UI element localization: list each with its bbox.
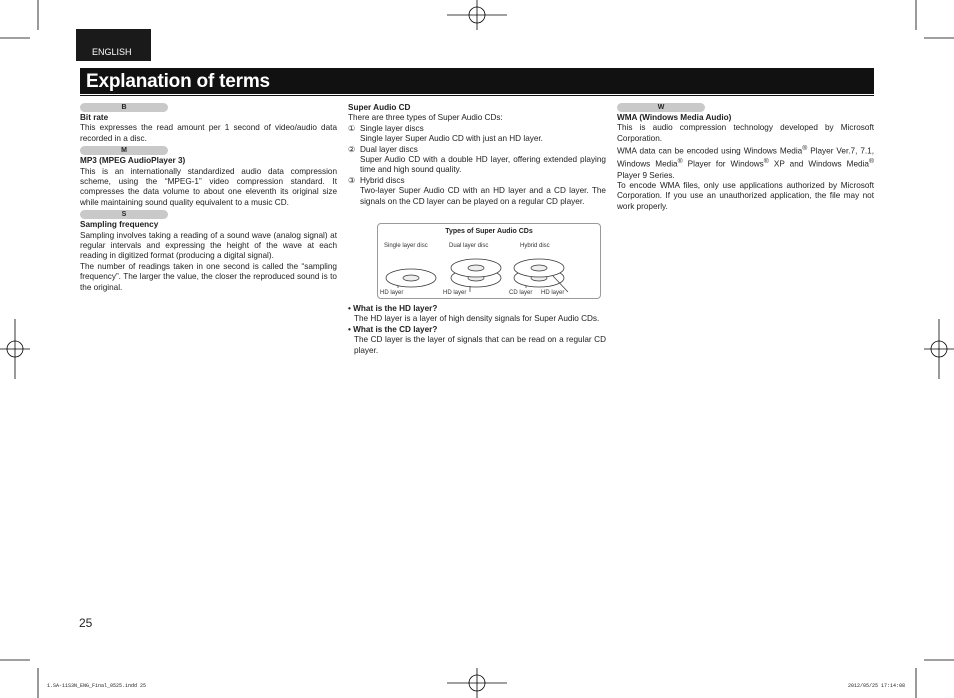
def-wma-2: WMA data can be encoded using Windows Media® Player Ver.7, 7.1, Windows Media® Player for Windows® XP and Windows Media® Player 9 Series. bbox=[617, 145, 874, 180]
list-item bbox=[348, 145, 606, 155]
def-wma-3: To encode WMA files, only use applications authorized by Microsoft Corporation. If you use an unauthorized application, the file may not work properly. bbox=[617, 180, 874, 211]
term-bit-rate: Bit rate bbox=[80, 113, 109, 122]
item-label: Hybrid discs bbox=[360, 175, 405, 185]
bullet-title: What is the HD layer? bbox=[353, 304, 438, 314]
page-number: 25 bbox=[79, 616, 93, 630]
bullet-title: What is the CD layer? bbox=[353, 324, 438, 334]
title-rule bbox=[80, 95, 874, 96]
layer-label: CD layer bbox=[509, 288, 532, 298]
term-mp3: MP3 (MPEG AudioPlayer 3) bbox=[80, 156, 186, 166]
column-right bbox=[617, 103, 874, 212]
file-slug: 1.SA-11S3N_ENG_Final_0525.indd 25 bbox=[47, 683, 147, 689]
disc-hub-icon bbox=[468, 265, 484, 271]
bullet-hd-layer: • What is the HD layer? bbox=[348, 304, 438, 314]
page-title: Explanation of terms bbox=[80, 68, 874, 94]
item-description: Two-layer Super Audio CD with an HD layer and a CD layer. The signals on the CD layer can be played on a regular CD player. bbox=[360, 186, 606, 206]
figure-title: Types of Super Audio CDs bbox=[445, 228, 533, 236]
label-single-layer: Single layer disc bbox=[384, 243, 428, 250]
term-sampling-frequency: Sampling frequency bbox=[80, 220, 159, 230]
def-bit-rate: This expresses the read amount per 1 second of video/audio data recorded in a disc. bbox=[80, 123, 337, 143]
bullet-text: The CD layer is the layer of signals that can be read on a regular CD player. bbox=[354, 335, 606, 355]
item-number: ① bbox=[348, 123, 356, 133]
label-dual-layer: Dual layer disc bbox=[449, 243, 489, 250]
column-middle bbox=[348, 103, 606, 356]
index-letter-b: B bbox=[80, 103, 168, 112]
index-letter-w: W bbox=[617, 103, 705, 112]
layer-label: HD layer bbox=[541, 288, 564, 298]
sacd-intro: There are three types of Super Audio CDs: bbox=[348, 113, 503, 123]
def-sampling-frequency-2: The number of readings taken in one second is called the “sampling frequency”. The larger the value, the closer the reproduced sound is to the original. bbox=[80, 261, 337, 292]
label-hybrid: Hybrid disc bbox=[520, 243, 550, 250]
term-wma: WMA (Windows Media Audio) bbox=[617, 113, 732, 122]
item-description: Super Audio CD with a double HD layer, offering extended playing time and high sound quality. bbox=[360, 155, 606, 175]
layer-label: HD layer bbox=[380, 288, 403, 298]
index-letter-m: M bbox=[80, 146, 168, 155]
sacd-types-figure bbox=[377, 223, 601, 299]
disc-hub-icon bbox=[403, 275, 419, 281]
item-number: ② bbox=[348, 144, 356, 154]
column-left bbox=[80, 103, 337, 293]
item-description: Single layer Super Audio CD with just an HD layer. bbox=[360, 134, 543, 144]
def-sampling-frequency: Sampling involves taking a reading of a sound wave (analog signal) at regular intervals and expressing the height of the wave at each reading in digitized format (producing a digital signal). bbox=[80, 230, 337, 261]
disc-hub-icon bbox=[531, 265, 547, 271]
index-letter-s: S bbox=[80, 210, 168, 219]
bullet-text: The HD layer is a layer of high density signals for Super Audio CDs. bbox=[354, 314, 600, 324]
term-super-audio-cd: Super Audio CD bbox=[348, 103, 411, 112]
def-mp3: This is an internationally standardized audio data compression scheme, using the “MPEG-1” video compression standard. It compresses the data volume to about one eleventh its original size while maintaining sound quality equivalent to a music CD. bbox=[80, 166, 337, 207]
item-number: ③ bbox=[348, 175, 356, 185]
print-date: 2012/05/25 17:14:08 bbox=[848, 683, 906, 689]
language-label: ENGLISH bbox=[92, 47, 132, 57]
list-item bbox=[348, 124, 606, 134]
language-tab bbox=[76, 29, 151, 61]
def-wma-1: This is audio compression technology developed by Microsoft Corporation. bbox=[617, 123, 874, 143]
item-label: Dual layer discs bbox=[360, 144, 418, 154]
bullet-cd-layer: • What is the CD layer? bbox=[348, 324, 438, 334]
layer-label: HD layer bbox=[443, 288, 466, 298]
item-label: Single layer discs bbox=[360, 123, 424, 133]
list-item bbox=[348, 176, 606, 186]
